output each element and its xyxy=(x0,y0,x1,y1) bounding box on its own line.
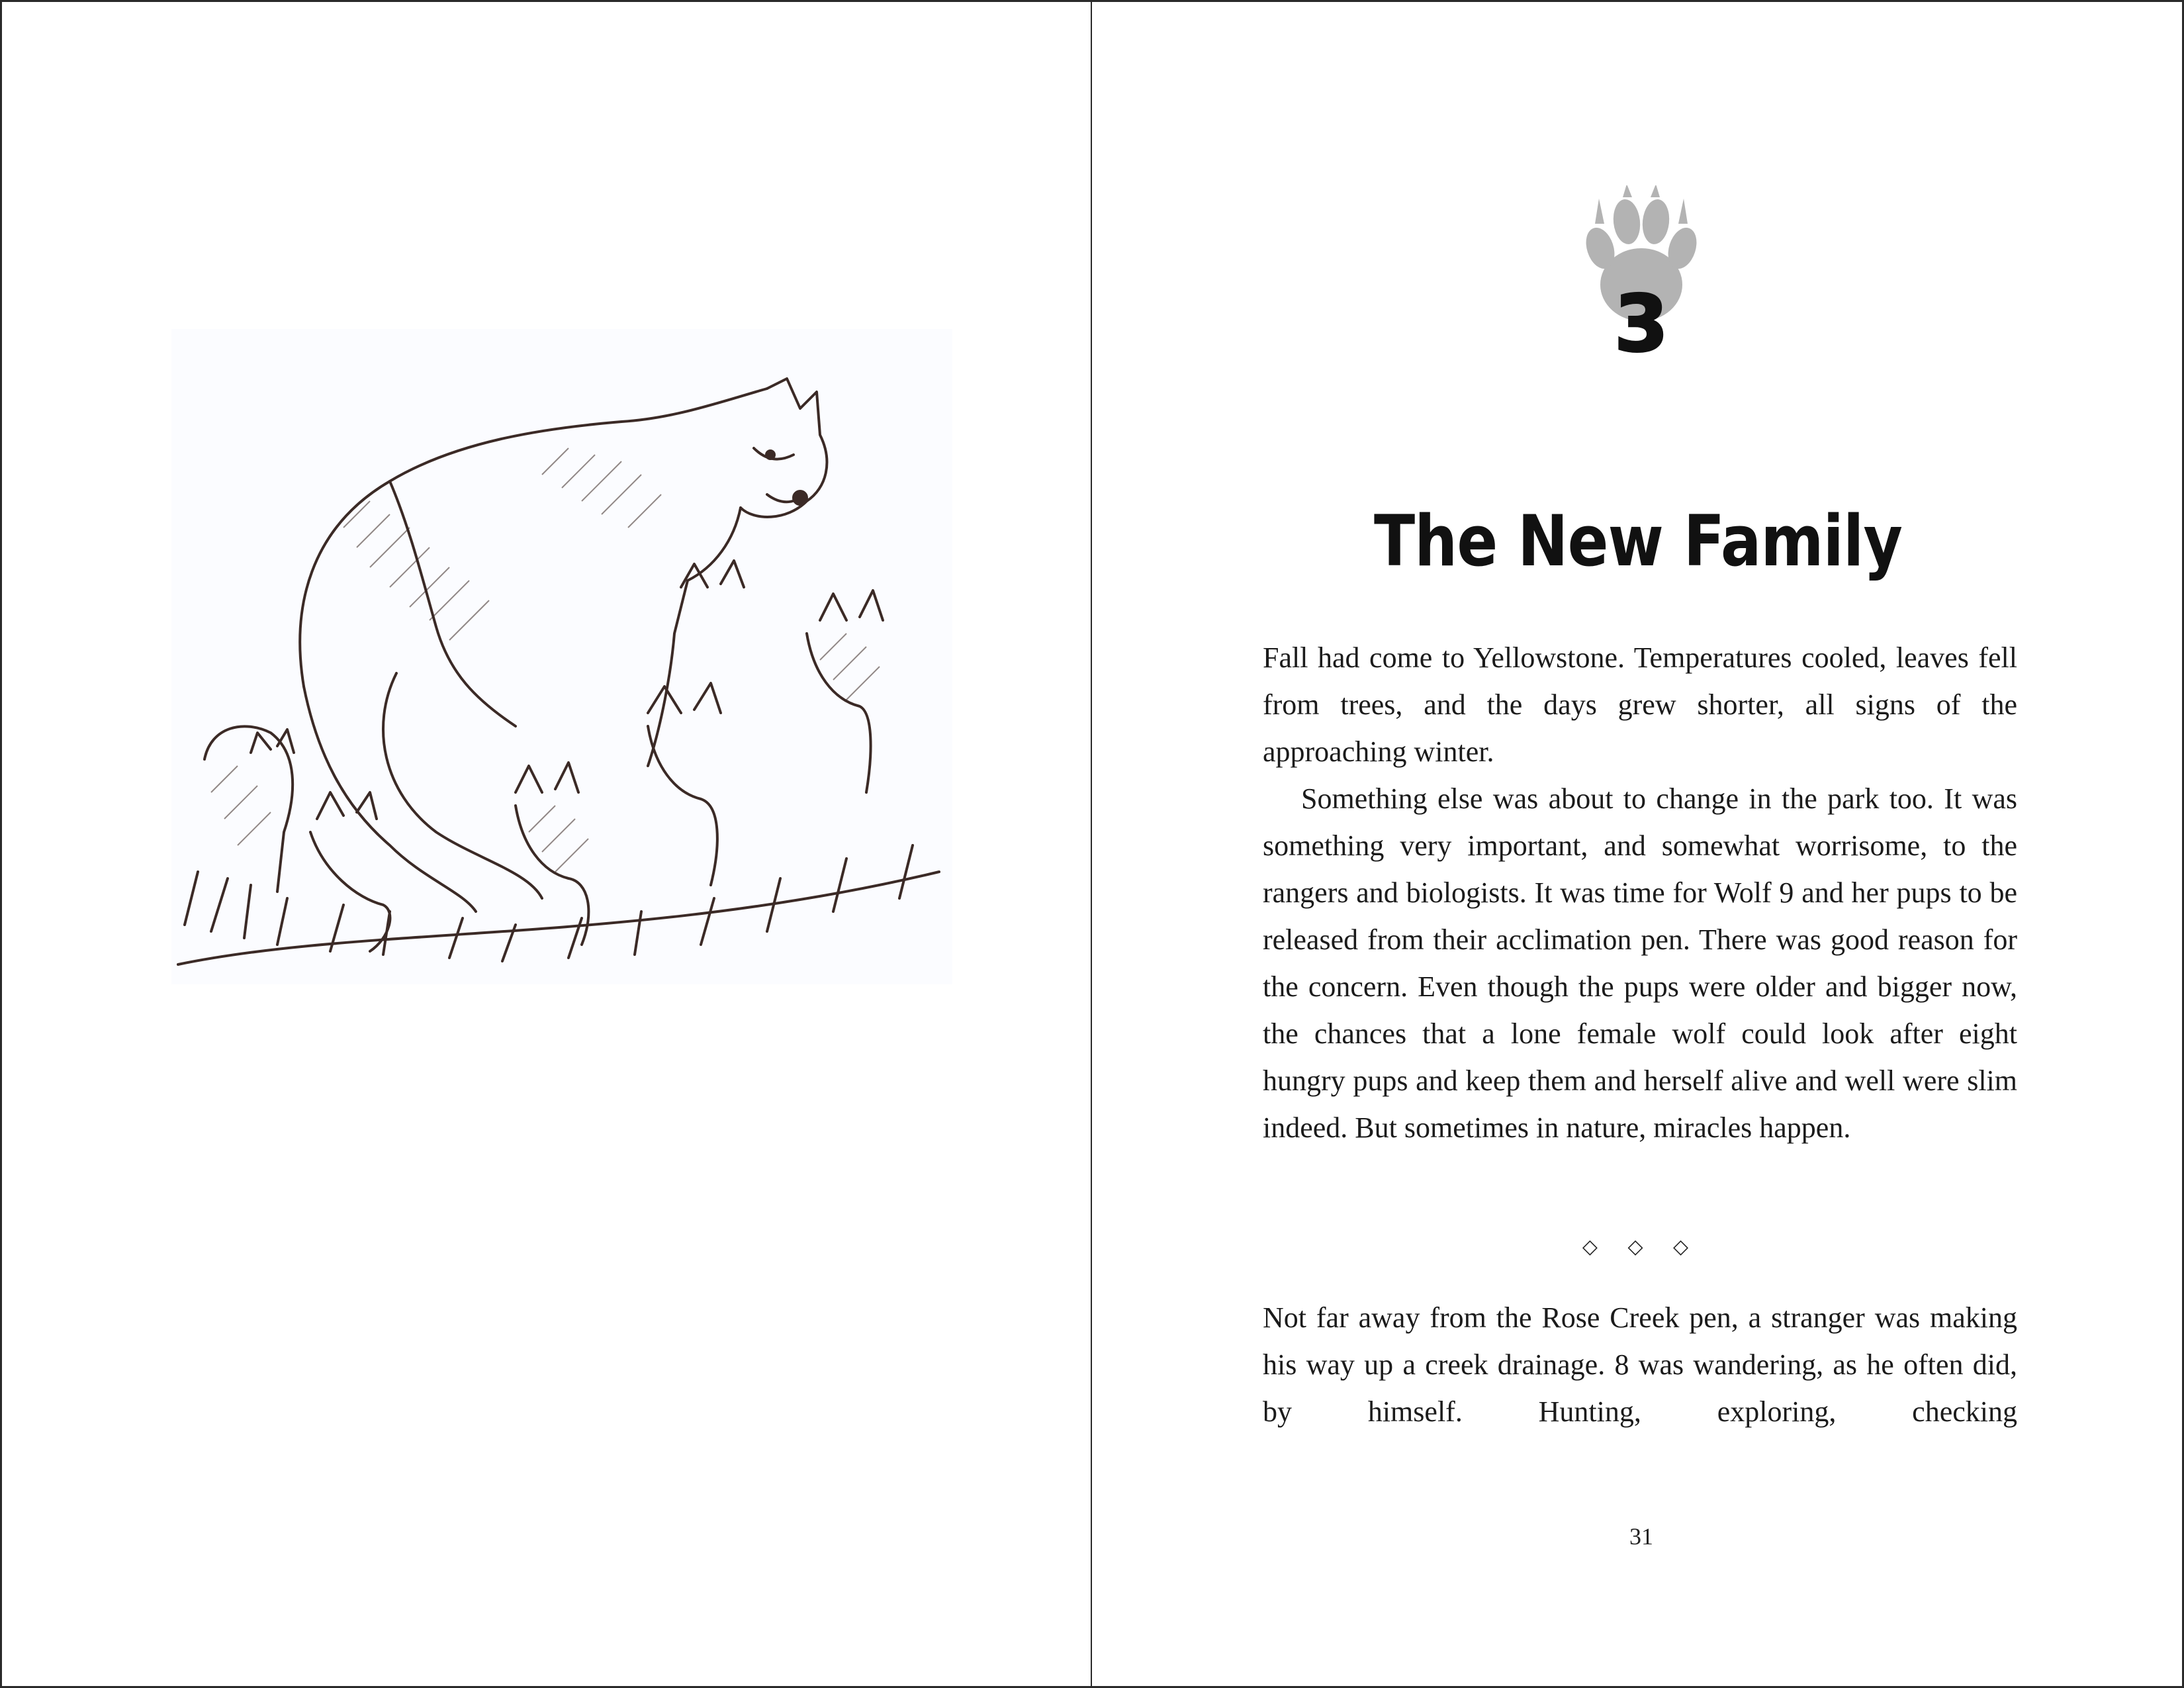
body-text-section-1 xyxy=(1263,634,2017,1151)
wolf-family-sketch-icon xyxy=(171,329,952,984)
scene-break: ◇ ◇ ◇ xyxy=(1582,1235,1701,1258)
page-number: 31 xyxy=(1629,1523,1653,1550)
paragraph: Something else was about to change in the park too. It was something very important, and somewhat worrisome, to the rangers and biologists. It was time for Wolf 9 and her pups to be released from their acclimation pen. There was good reason for the concern. Even though the pups were older and bigger now, the chances that a lone female wolf could look after eight hungry pups and keep them and herself alive and well were slim indeed. But sometimes in nature, miracles happen. xyxy=(1263,782,2017,1144)
chapter-number: 3 xyxy=(1614,278,1669,369)
paragraph: Not far away from the Rose Creek pen, a stranger was making his way up a creek drainage. 8 was wandering, as he often did, by himself. Hunting, exploring, checking xyxy=(1263,1301,2017,1428)
chapter-title: The New Family xyxy=(1373,500,1903,582)
wolf-family-illustration xyxy=(171,329,952,984)
body-text-section-2 xyxy=(1263,1294,2017,1435)
paragraph: Fall had come to Yellowstone. Temperatures cooled, leaves fell from trees, and the days grew shorter, all signs of the approaching winter. xyxy=(1263,641,2017,768)
